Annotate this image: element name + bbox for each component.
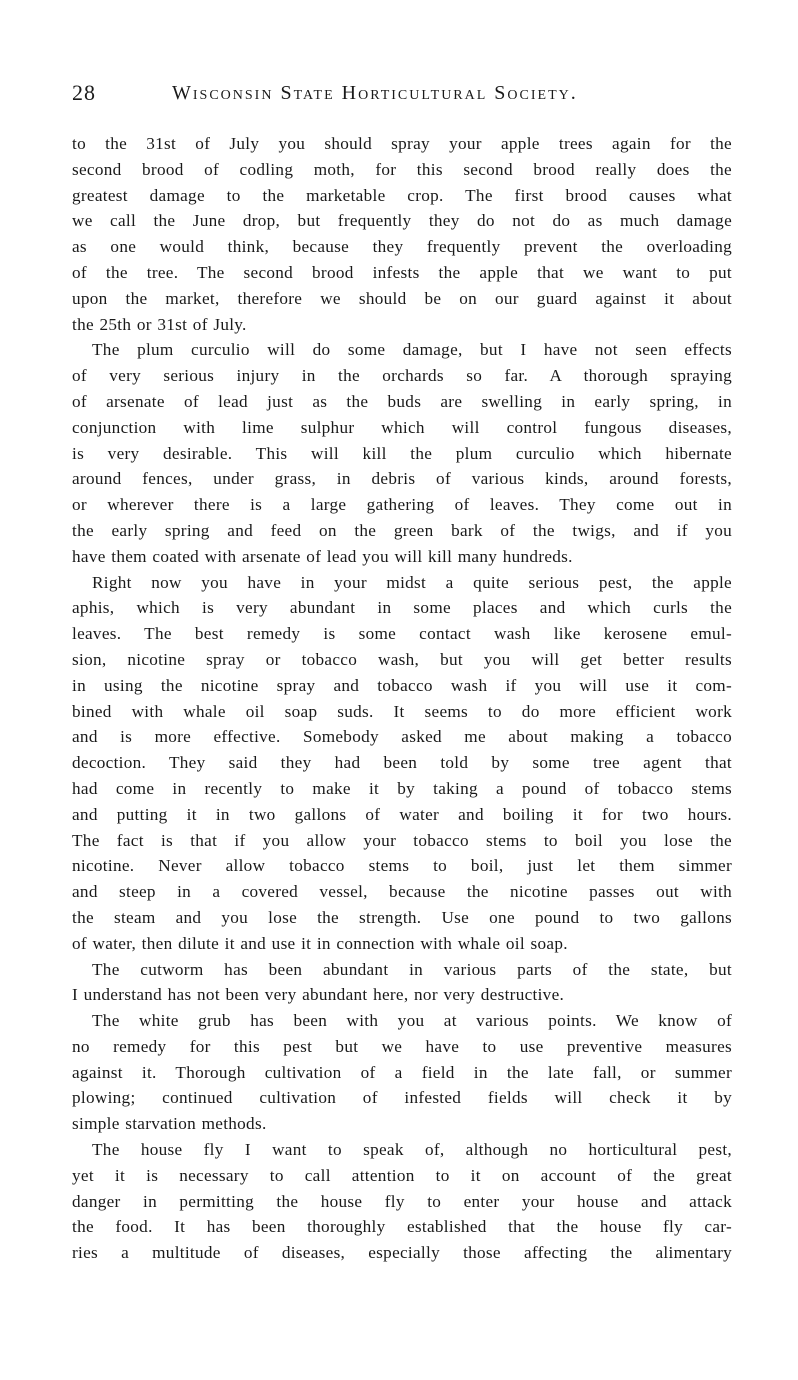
text-line: had come in recently to make it by taking a pound of tobacco stems — [72, 778, 732, 798]
text-line: bined with whale oil soap suds. It seems to do more efficient work — [72, 701, 732, 721]
text-line: conjunction with lime sulphur which will control fungous diseases, — [72, 417, 732, 437]
text-line: the steam and you lose the strength. Use one pound to two gallons — [72, 907, 732, 927]
text-line: danger in permitting the house fly to enter your house and attack — [72, 1191, 732, 1211]
text-line: of arsenate of lead just as the buds are swelling in early spring, in — [72, 391, 732, 411]
text-line: to the 31st of July you should spray your apple trees again for the — [72, 134, 732, 153]
text-line: upon the market, therefore we should be on our guard against it about — [72, 288, 732, 308]
text-line: and steep in a covered vessel, because the nicotine passes out with — [72, 882, 732, 902]
text-line: Right now you have in your midst a quite serious pest, the apple — [92, 572, 732, 592]
running-head: Wisconsin State Horticultural Society. — [172, 82, 578, 104]
text-line: simple starvation methods. — [72, 1114, 267, 1134]
text-line: have them coated with arsenate of lead you will kill many hundreds. — [72, 546, 573, 566]
paragraph — [72, 957, 732, 1009]
text-line: against it. Thorough cultivation of a field in the late fall, or summer — [72, 1062, 732, 1082]
text-line: plowing; continued cultivation of infested fields will check it by — [72, 1088, 732, 1108]
text-line: ries a multitude of diseases, especially those affecting the alimentary — [72, 1243, 732, 1263]
text-line: is very desirable. This will kill the plum curculio which hibernate — [72, 443, 732, 463]
paragraph — [72, 131, 732, 337]
text-line: around fences, under grass, in debris of various kinds, around forests, — [72, 469, 732, 489]
text-line: the early spring and feed on the green bark of the twigs, and if you — [72, 520, 732, 540]
text-line: of water, then dilute it and use it in connection with whale oil soap. — [72, 933, 568, 953]
text-line: decoction. They said they had been told by some tree agent that — [72, 753, 732, 773]
text-line: we call the June drop, but frequently they do not do as much damage — [72, 211, 732, 231]
text-line: no remedy for this pest but we have to use preventive measures — [72, 1036, 732, 1056]
text-line: the food. It has been thoroughly established that the house fly car- — [72, 1217, 732, 1237]
text-line: as one would think, because they frequently prevent the overloading — [72, 237, 732, 257]
text-line: second brood of codling moth, for this second brood really does the — [72, 159, 732, 179]
paragraph — [72, 1008, 732, 1137]
paragraph — [72, 1137, 732, 1266]
page-number: 28 — [72, 80, 96, 105]
text-line: I understand has not been very abundant here, nor very destructive. — [72, 985, 565, 1005]
text-line: yet it is necessary to call attention to it on account of the great — [72, 1165, 732, 1185]
text-line: and putting it in two gallons of water and boiling it for two hours. — [72, 804, 732, 824]
text-line: and is more effective. Somebody asked me about making a tobacco — [72, 727, 732, 747]
text-line: The cutworm has been abundant in various parts of the state, but — [92, 959, 732, 979]
text-line: the 25th or 31st of July. — [72, 314, 247, 334]
text-line: of very serious injury in the orchards so far. A thorough spraying — [72, 366, 732, 386]
text-line: leaves. The best remedy is some contact wash like kerosene emul- — [72, 624, 732, 644]
text-line: sion, nicotine spray or tobacco wash, but you will get better results — [72, 649, 732, 669]
body-text — [72, 131, 732, 1266]
paragraph — [72, 337, 732, 569]
text-line: or wherever there is a large gathering of leaves. They come out in — [72, 495, 732, 515]
text-line: The fact is that if you allow your tobacco stems to boil you lose the — [72, 830, 732, 850]
text-line: of the tree. The second brood infests the apple that we want to put — [72, 262, 732, 282]
text-line: The plum curculio will do some damage, but I have not seen effects — [92, 340, 732, 360]
page-header — [72, 80, 732, 110]
text-line: aphis, which is very abundant in some places and which curls the — [72, 598, 732, 618]
text-line: The white grub has been with you at various points. We know of — [92, 1011, 732, 1031]
paragraph — [72, 570, 732, 957]
text-line: The house fly I want to speak of, although no horticultural pest, — [92, 1140, 732, 1160]
text-line: in using the nicotine spray and tobacco wash if you will use it com- — [72, 675, 732, 695]
text-line: greatest damage to the marketable crop. The first brood causes what — [72, 185, 732, 205]
text-line: nicotine. Never allow tobacco stems to boil, just let them simmer — [72, 856, 732, 876]
